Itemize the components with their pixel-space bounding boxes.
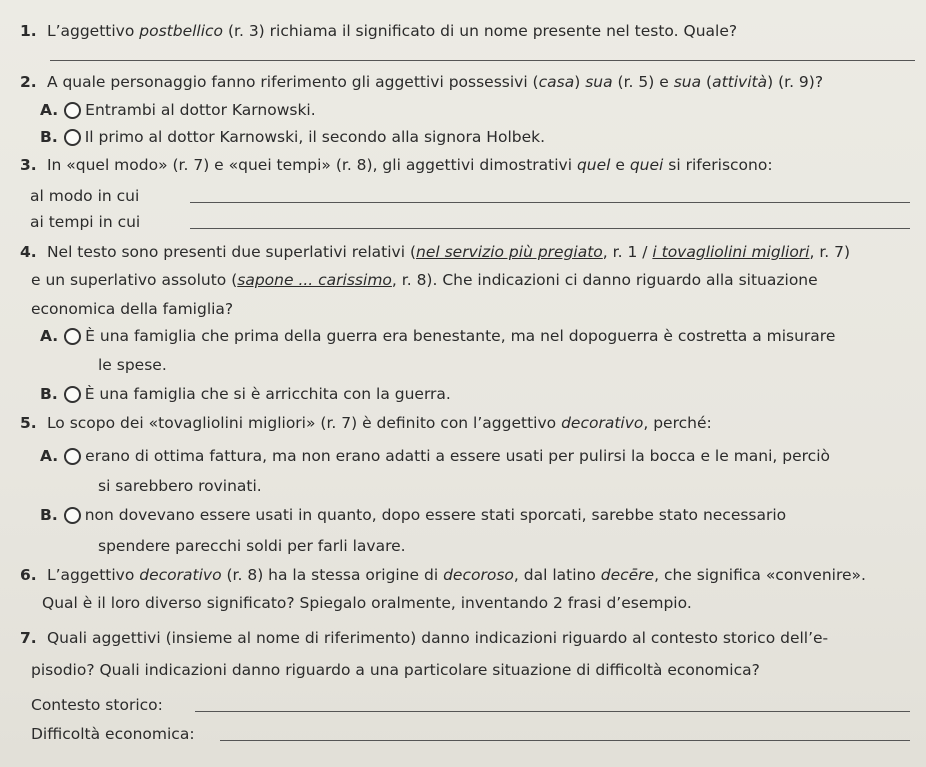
- question-3: 3. In «quel modo» (r. 7) e «quei tempi» (r. 8), gli aggettivi dimostrativi quel e quei si riferiscono:: [20, 156, 773, 174]
- radio-circle-icon[interactable]: [64, 386, 81, 403]
- q5-option-a-cont: si sarebbero rovinati.: [98, 477, 262, 495]
- question-number: 5.: [20, 414, 37, 432]
- question-7-line-1: 7. Quali aggettivi (insieme al nome di riferimento) danno indicazioni riguardo al contesto storico dell’e-: [20, 629, 829, 647]
- question-number: 2.: [20, 73, 37, 91]
- answer-line-q7-2[interactable]: [220, 740, 910, 741]
- question-number: 7.: [20, 629, 37, 647]
- q7-line-1-label: Contesto storico:: [31, 696, 163, 714]
- question-6-line-2: Qual è il loro diverso significato? Spiegalo oralmente, inventando 2 frasi d’esempio.: [42, 594, 692, 612]
- answer-line-q3-1[interactable]: [190, 202, 910, 203]
- q5-option-b-cont: spendere parecchi soldi per farli lavare.: [98, 537, 406, 555]
- question-6-line-1: 6. L’aggettivo decorativo (r. 8) ha la stessa origine di decoroso, dal latino decēre, che significa «convenire».: [20, 566, 866, 584]
- answer-line-q3-2[interactable]: [190, 228, 910, 229]
- radio-circle-icon[interactable]: [64, 448, 81, 465]
- question-5: 5. Lo scopo dei «tovagliolini migliori» (r. 7) è definito con l’aggettivo decorativo, perché:: [20, 414, 712, 432]
- q3-line-2-label: ai tempi in cui: [30, 213, 141, 231]
- q4-option-b: B. È una famiglia che si è arricchita con la guerra.: [40, 385, 451, 403]
- q4-option-a: A. È una famiglia che prima della guerra era benestante, ma nel dopoguerra è costretta a misurare: [40, 327, 836, 345]
- q7-line-2-label: Difficoltà economica:: [31, 725, 195, 743]
- q3-line-1-label: al modo in cui: [30, 187, 140, 205]
- question-number: 6.: [20, 566, 37, 584]
- q5-option-a: A. erano di ottima fattura, ma non erano adatti a essere usati per pulirsi la bocca e le mani, perciò: [40, 447, 830, 465]
- answer-line-q7-1[interactable]: [195, 711, 910, 712]
- question-1: 1. L’aggettivo postbellico (r. 3) richiama il significato di un nome presente nel testo. Quale?: [20, 22, 738, 40]
- radio-circle-icon[interactable]: [64, 507, 81, 524]
- radio-circle-icon[interactable]: [64, 102, 81, 119]
- q4-option-a-cont: le spese.: [98, 356, 167, 374]
- q5-option-b: B. non dovevano essere usati in quanto, dopo essere stati sporcati, sarebbe stato necessario: [40, 506, 787, 524]
- question-4-line-2: e un superlativo assoluto (sapone ... carissimo, r. 8). Che indicazioni ci danno riguardo alla situazione: [31, 271, 818, 289]
- q2-option-b: B. Il primo al dottor Karnowski, il secondo alla signora Holbek.: [40, 128, 546, 146]
- question-2: 2. A quale personaggio fanno riferimento gli aggettivi possessivi (casa) sua (r. 5) e sua (attività) (r. 9)?: [20, 73, 824, 91]
- question-number: 3.: [20, 156, 37, 174]
- radio-circle-icon[interactable]: [64, 328, 81, 345]
- question-4-line-1: 4. Nel testo sono presenti due superlativi relativi (nel servizio più pregiato, r. 1 / i tovagliolini migliori, r. 7): [20, 243, 851, 261]
- question-4-line-3: economica della famiglia?: [31, 300, 234, 318]
- radio-circle-icon[interactable]: [64, 129, 81, 146]
- question-7-line-2: pisodio? Quali indicazioni danno riguardo a una particolare situazione di difficoltà economica?: [31, 661, 760, 679]
- question-number: 4.: [20, 243, 37, 261]
- question-number: 1.: [20, 22, 37, 40]
- q2-option-a: A. Entrambi al dottor Karnowski.: [40, 101, 316, 119]
- answer-line-q1[interactable]: [50, 60, 915, 61]
